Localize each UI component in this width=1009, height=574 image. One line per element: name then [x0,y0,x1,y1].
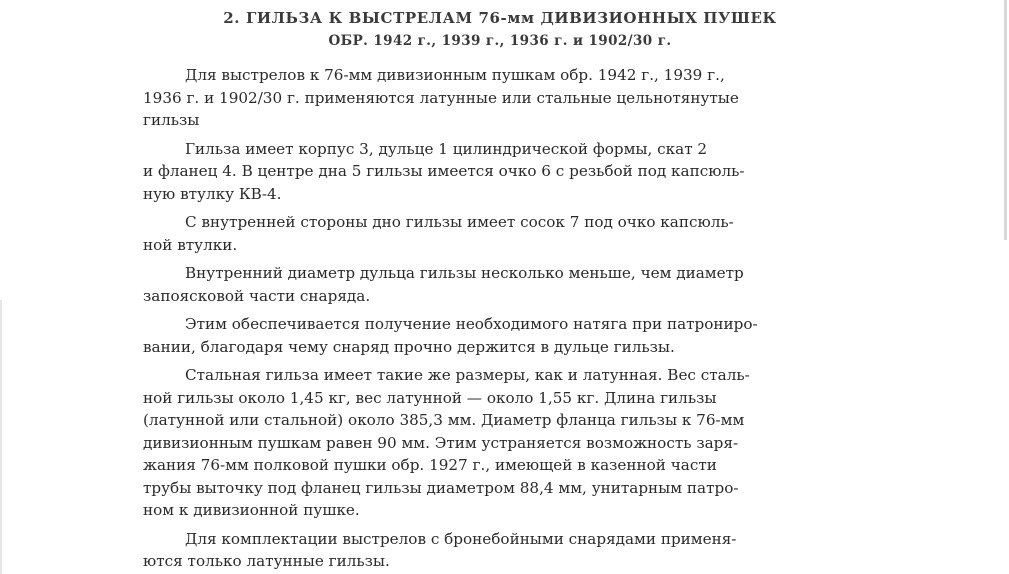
scan-edge [1004,0,1007,240]
section-subtitle: ОБР. 1942 г., 1939 г., 1936 г. и 1902/30 г. [328,33,672,49]
text-line: Стальная гильза имеет такие же размеры, как и латунная. Вес сталь- [185,366,750,384]
scan-edge [0,300,2,574]
text-line: вании, благодаря чему снаряд прочно держится в дульце гильзы. [143,337,675,356]
text-line: Для выстрелов к 76-мм дивизионным пушкам обр. 1942 г., 1939 г., [185,66,725,84]
text-line: запоясковой части снаряда. [143,286,371,305]
paragraph [143,64,877,132]
paragraph [143,262,877,307]
text-line: ются только латунные гильзы. [143,552,390,570]
text-line: ной гильзы около 1,45 кг, вес латунной — около 1,55 кг. Длина гильзы [143,388,717,407]
text-line: (латунной или стальной) около 385,3 мм. Диаметр фланца гильзы к 76-мм [143,411,745,429]
text-line: Внутренний диаметр дульца гильзы несколько меньше, чем диаметр [185,264,744,282]
text-line: Гильза имеет корпус 3, дульце 1 цилиндрической формы, скат 2 [185,139,708,158]
text-line: и фланец 4. В центре дна 5 гильзы имеется очко 6 с резьбой под капсюль- [143,162,745,180]
paragraph [143,211,877,256]
text-line: гильзы [143,111,200,129]
paragraph [143,364,877,522]
text-line: 1936 г. и 1902/30 г. применяются латунные или стальные цельнотянутые [143,88,739,107]
text-line: Для комплектации выстрелов с бронебойными снарядами применя- [185,529,737,548]
text-line: ную втулку КВ-4. [143,184,282,203]
text-line: Этим обеспечивается получение необходимого натяга при патрониро- [185,315,758,333]
paragraph [143,528,877,573]
text-line: трубы выточку под фланец гильзы диаметром 88,4 мм, унитарным патро- [143,478,739,497]
text-line: С внутренней стороны дно гильзы имеет сосок 7 под очко капсюль- [185,213,734,231]
paragraph [143,313,877,358]
section-title: 2. ГИЛЬЗА К ВЫСТРЕЛАМ 76-мм ДИВИЗИОННЫХ ПУШЕК [223,9,777,27]
paragraph [143,138,877,206]
text-line: жания 76-мм полковой пушки обр. 1927 г., имеющей в казенной части [143,456,717,474]
text-line: дивизионным пушкам равен 90 мм. Этим устраняется возможность заря- [143,433,739,452]
text-line: ном к дивизионной пушке. [143,501,360,519]
body-text [143,64,877,573]
text-line: ной втулки. [143,235,238,254]
